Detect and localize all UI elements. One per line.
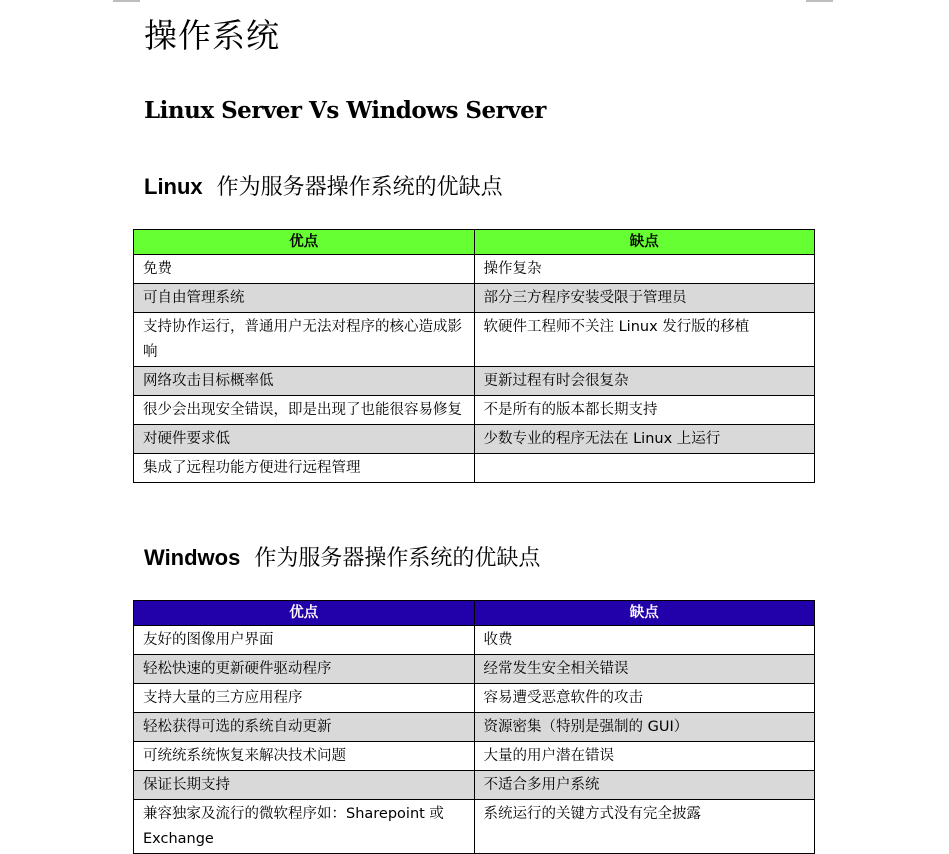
windows-pros-cons-table	[133, 600, 815, 854]
cons-cell: 系统运行的关键方式没有完全披露	[474, 800, 815, 854]
pros-cell: 兼容独家及流行的微软程序如：Sharepoint 或 Exchange	[134, 800, 475, 854]
pros-cell: 网络攻击目标概率低	[134, 367, 475, 396]
table-row	[134, 655, 815, 684]
table-row	[134, 684, 815, 713]
cons-cell: 更新过程有时会很复杂	[474, 367, 815, 396]
pros-cell: 友好的图像用户界面	[134, 626, 475, 655]
cons-cell: 经常发生安全相关错误	[474, 655, 815, 684]
pros-cell: 支持协作运行，普通用户无法对程序的核心造成影响	[134, 313, 475, 367]
pros-cell: 轻松获得可选的系统自动更新	[134, 713, 475, 742]
pros-cell: 轻松快速的更新硬件驱动程序	[134, 655, 475, 684]
pros-cell: 支持大量的三方应用程序	[134, 684, 475, 713]
cons-cell: 少数专业的程序无法在 Linux 上运行	[474, 425, 815, 454]
page-corner-mark	[806, 0, 833, 2]
table-row	[134, 313, 815, 367]
cons-cell: 资源密集（特别是强制的 GUI）	[474, 713, 815, 742]
table-row	[134, 742, 815, 771]
table-row	[134, 255, 815, 284]
table-row	[134, 284, 815, 313]
cons-cell: 不是所有的版本都长期支持	[474, 396, 815, 425]
table-row	[134, 367, 815, 396]
table-row	[134, 626, 815, 655]
page-corner-mark	[113, 0, 140, 2]
cons-cell: 收费	[474, 626, 815, 655]
cons-header: 缺点	[474, 230, 815, 255]
subtitle: Linux Server Vs Windows Server	[144, 97, 546, 124]
pros-cell: 可统统系统恢复来解决技术问题	[134, 742, 475, 771]
cons-header: 缺点	[474, 601, 815, 626]
table-row	[134, 454, 815, 483]
pros-cell: 可自由管理系统	[134, 284, 475, 313]
cons-cell: 不适合多用户系统	[474, 771, 815, 800]
table-row	[134, 800, 815, 854]
table-row	[134, 771, 815, 800]
table-row	[134, 425, 815, 454]
pros-header: 优点	[134, 601, 475, 626]
page-title: 操作系统	[144, 16, 280, 55]
cons-cell: 部分三方程序安装受限于管理员	[474, 284, 815, 313]
cons-cell: 软硬件工程师不关注 Linux 发行版的移植	[474, 313, 815, 367]
table-header-row	[134, 601, 815, 626]
pros-cell: 保证长期支持	[134, 771, 475, 800]
pros-cell: 对硬件要求低	[134, 425, 475, 454]
table-row	[134, 713, 815, 742]
cons-cell: 大量的用户潜在错误	[474, 742, 815, 771]
linux-heading: Linux 作为服务器操作系统的优缺点	[144, 174, 503, 200]
cons-cell	[474, 454, 815, 483]
table-row	[134, 396, 815, 425]
pros-cell: 免费	[134, 255, 475, 284]
pros-cell: 集成了远程功能方便进行远程管理	[134, 454, 475, 483]
windows-heading: Windwos 作为服务器操作系统的优缺点	[144, 545, 541, 571]
pros-header: 优点	[134, 230, 475, 255]
table-header-row	[134, 230, 815, 255]
pros-cell: 很少会出现安全错误，即是出现了也能很容易修复	[134, 396, 475, 425]
linux-pros-cons-table	[133, 229, 815, 483]
cons-cell: 容易遭受恶意软件的攻击	[474, 684, 815, 713]
cons-cell: 操作复杂	[474, 255, 815, 284]
